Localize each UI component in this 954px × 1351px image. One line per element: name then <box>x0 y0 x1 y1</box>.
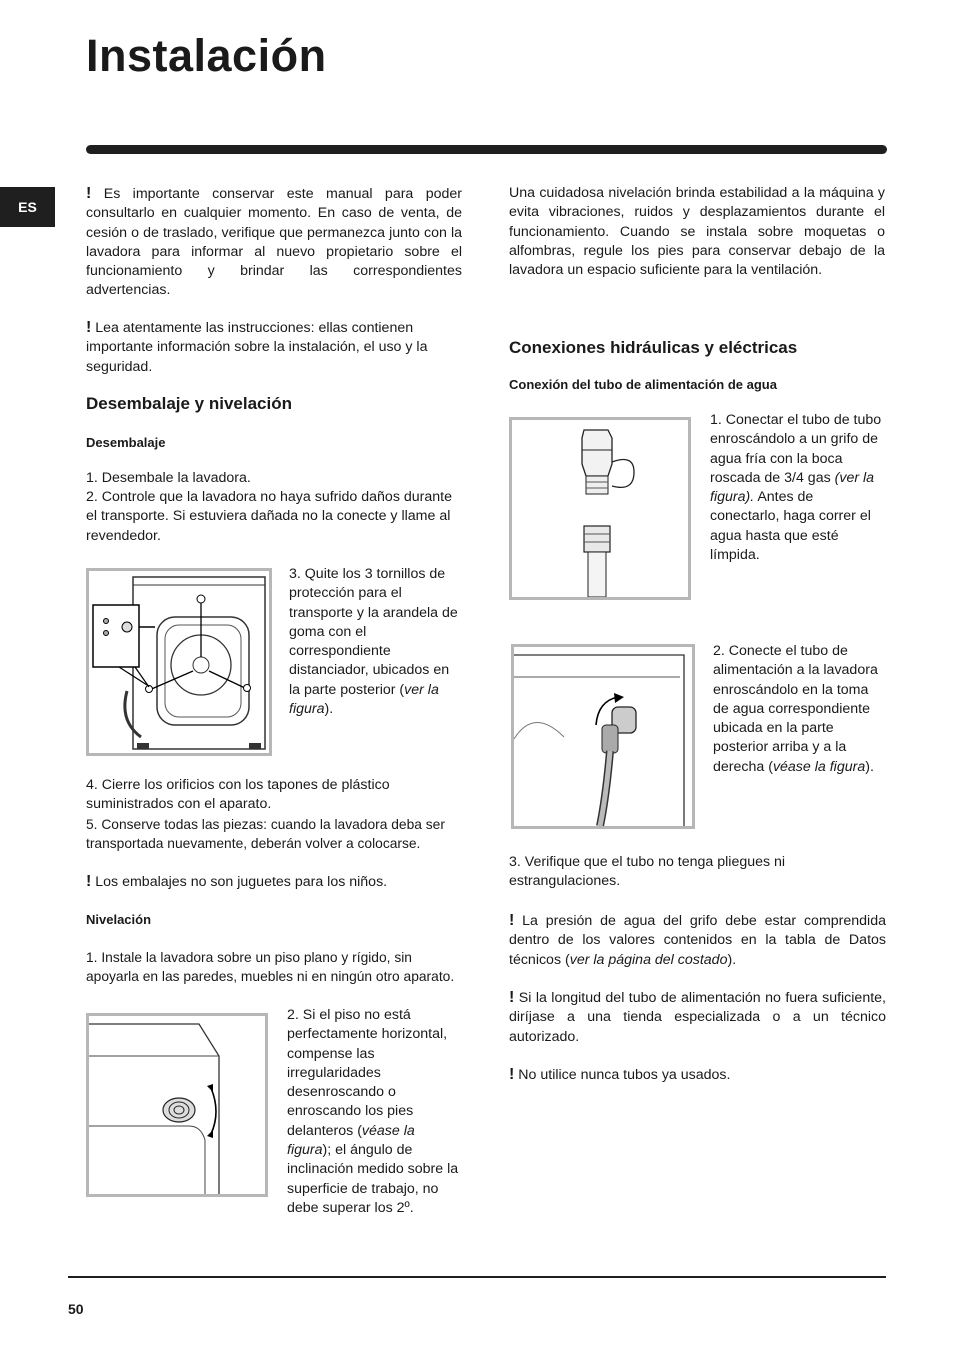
hose-step-3: 3. Verifique que el tubo no tenga pliegues ni estrangulaciones. <box>509 854 786 890</box>
footer-rule <box>68 1276 886 1278</box>
washer-rear-illustration <box>89 571 269 753</box>
unpack-step-1: 1. Desembale la lavadora. <box>86 470 251 486</box>
language-tab: ES <box>0 187 55 227</box>
warning-icon: ! <box>509 912 515 929</box>
page-title: Instalación <box>86 30 327 81</box>
pressure-warning: ! La presión de agua del grifo debe estar comprendida dentro de los valores contenidos en la tabla de Datos técnicos (ver la página del costado). <box>509 912 886 968</box>
leveling-foot-figure <box>86 1013 268 1197</box>
tap-illustration <box>512 420 688 597</box>
warning-icon: ! <box>86 319 92 336</box>
warning-icon: ! <box>86 873 92 890</box>
leveling-info: Una cuidadosa nivelación brinda estabilidad a la máquina y evita vibraciones, ruidos y desplazamientos durante el funcionamiento. Cuando se instala sobre moquetas o alfombras, regule los pies para conservar debajo de la lavadora un espacio suficiente para la ventilación. <box>509 185 885 279</box>
unpack-step-3: 3. Quite los 3 tornillos de protección para el transporte y la arandela de goma con el correspondiente distanciador, ubicados en la parte posterior (ver la figura). <box>289 566 458 718</box>
hose-machine-figure <box>511 644 695 829</box>
unpack-step-2: 2. Controle que la lavadora no haya sufrido daños durante el transporte. Si estuviera dañada no la conecte y llame al revendedor. <box>86 489 452 544</box>
warning-icon: ! <box>509 989 515 1006</box>
leveling-step-2: 2. Si el piso no está perfectamente horizontal, compense las irregularidades desenroscando o enroscando los pies delanteros (véase la figura); el ángulo de inclinación medido sobre la superficie de trabajo, no debe superar los 2º. <box>287 1007 459 1216</box>
hose-step-1: 1. Conectar el tubo de tubo enroscándolo a un grifo de agua fría con la boca roscada de 3/4 gas (ver la figura). Antes de conectarlo, haga correr el agua hasta que esté límpida. <box>710 412 882 564</box>
intro-warning-1: ! Es importante conservar este manual para poder consultarlo en cualquier momento. En caso de venta, de cesión o de traslado, verifique que permanezca junto con la lavadora para informar al nuevo propietario sobre el funcionamiento y brindar las correspondientes advertencias. <box>86 185 462 299</box>
leveling-step-1: 1. Instale la lavadora sobre un piso plano y rígido, sin apoyarla en las paredes, muebles ni en ningún otro aparato. <box>86 950 455 985</box>
foot-adjust-illustration <box>89 1016 265 1194</box>
leveling-subheading: Nivelación <box>86 912 152 927</box>
intro-warning-2: ! Lea atentamente las instrucciones: ellas contienen importante información sobre la instalación, el uso y la seguridad. <box>86 319 428 375</box>
hose-subheading: Conexión del tubo de alimentación de agua <box>509 377 777 392</box>
hose-connection-illustration <box>514 647 692 826</box>
packaging-warning: ! Los embalajes no son juguetes para los niños. <box>86 873 388 890</box>
page-number: 50 <box>68 1301 84 1317</box>
unpack-level-heading: Desembalaje y nivelación <box>86 394 292 413</box>
connections-heading: Conexiones hidráulicas y eléctricas <box>509 338 798 357</box>
tap-hose-figure <box>509 417 691 600</box>
warning-icon: ! <box>86 185 92 202</box>
used-hose-warning: ! No utilice nunca tubos ya usados. <box>509 1066 731 1083</box>
unpack-step-4: 4. Cierre los orificios con los tapones de plástico suministrados con el aparato. <box>86 777 390 813</box>
unpack-step-5: 5. Conserve todas las piezas: cuando la lavadora deba ser transportada nuevamente, deberán volver a colocarse. <box>86 817 445 852</box>
warning-icon: ! <box>509 1066 515 1083</box>
rear-screws-figure <box>86 568 272 756</box>
hose-length-warning: ! Si la longitud del tubo de alimentación no fuera suficiente, diríjase a una tienda especializada o a un técnico autorizado. <box>509 989 886 1045</box>
title-rule <box>86 145 887 154</box>
unpack-subheading: Desembalaje <box>86 435 166 450</box>
hose-step-2: 2. Conecte el tubo de alimentación a la lavadora enroscándolo en la toma de agua correspondiente ubicada en la parte posterior arriba y a la derecha (véase la figura). <box>713 643 878 775</box>
